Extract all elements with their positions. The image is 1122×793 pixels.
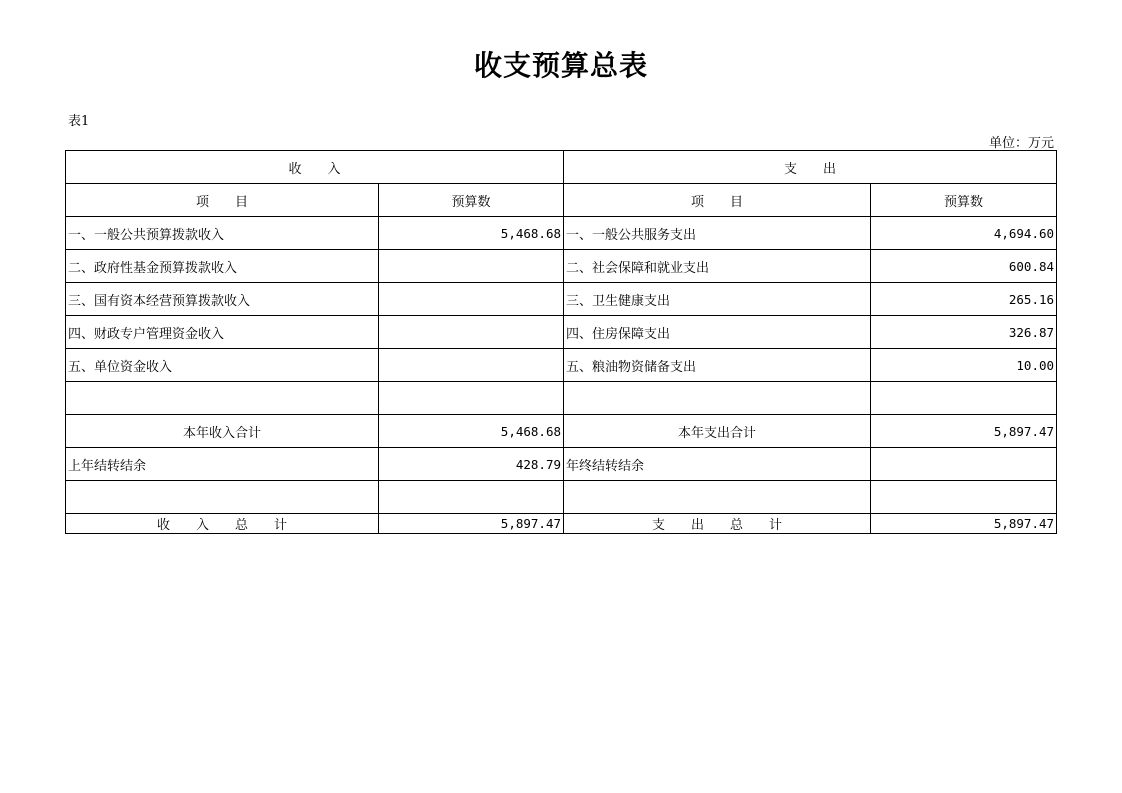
income-value: 5,468.68 xyxy=(379,217,564,250)
expense-value: 600.84 xyxy=(871,250,1057,283)
expense-item: 五、粮油物资储备支出 xyxy=(564,349,871,382)
subtotal-row xyxy=(66,415,1057,448)
income-item xyxy=(66,382,379,415)
expense-total-value: 5,897.47 xyxy=(871,514,1057,534)
total-row xyxy=(66,514,1057,534)
expense-subtotal-label: 本年支出合计 xyxy=(564,415,871,448)
expense-carryover-value xyxy=(871,448,1057,481)
table-header-row xyxy=(66,151,1057,184)
income-subtotal-label: 本年收入合计 xyxy=(66,415,379,448)
expense-subtotal-value: 5,897.47 xyxy=(871,415,1057,448)
income-carryover-value: 428.79 xyxy=(379,448,564,481)
empty-cell xyxy=(66,481,379,514)
income-total-value: 5,897.47 xyxy=(379,514,564,534)
income-value xyxy=(379,250,564,283)
expense-header: 支 出 xyxy=(564,151,1057,184)
unit-label: 单位：万元 xyxy=(988,136,1054,151)
table-row xyxy=(66,283,1057,316)
budget-summary-table xyxy=(65,150,1057,534)
income-item: 一、一般公共预算拨款收入 xyxy=(66,217,379,250)
income-item: 五、单位资金收入 xyxy=(66,349,379,382)
empty-cell xyxy=(871,481,1057,514)
income-budget-header: 预算数 xyxy=(379,184,564,217)
income-header: 收 入 xyxy=(66,151,564,184)
expense-item: 三、卫生健康支出 xyxy=(564,283,871,316)
income-value xyxy=(379,382,564,415)
income-item: 二、政府性基金预算拨款收入 xyxy=(66,250,379,283)
income-item-header: 项 目 xyxy=(66,184,379,217)
expense-value: 326.87 xyxy=(871,316,1057,349)
income-total-label: 收 入 总 计 xyxy=(66,514,379,534)
expense-value: 10.00 xyxy=(871,349,1057,382)
expense-item: 一、一般公共服务支出 xyxy=(564,217,871,250)
table-row xyxy=(66,382,1057,415)
table-number: 表1 xyxy=(68,114,90,129)
expense-value: 265.16 xyxy=(871,283,1057,316)
income-item: 四、财政专户管理资金收入 xyxy=(66,316,379,349)
page-title: 收支预算总表 xyxy=(473,49,648,82)
expense-total-label: 支 出 总 计 xyxy=(564,514,871,534)
expense-item-header: 项 目 xyxy=(564,184,871,217)
income-value xyxy=(379,283,564,316)
expense-value: 4,694.60 xyxy=(871,217,1057,250)
income-carryover-label: 上年结转结余 xyxy=(66,448,379,481)
table-row xyxy=(66,217,1057,250)
empty-cell xyxy=(379,481,564,514)
column-header-row xyxy=(66,184,1057,217)
income-value xyxy=(379,316,564,349)
table-row xyxy=(66,316,1057,349)
expense-budget-header: 预算数 xyxy=(871,184,1057,217)
empty-cell xyxy=(564,481,871,514)
expense-item xyxy=(564,382,871,415)
carryover-row xyxy=(66,448,1057,481)
income-item: 三、国有资本经营预算拨款收入 xyxy=(66,283,379,316)
expense-value xyxy=(871,382,1057,415)
table-row xyxy=(66,250,1057,283)
income-subtotal-value: 5,468.68 xyxy=(379,415,564,448)
table-row xyxy=(66,481,1057,514)
table-row xyxy=(66,349,1057,382)
expense-item: 二、社会保障和就业支出 xyxy=(564,250,871,283)
expense-item: 四、住房保障支出 xyxy=(564,316,871,349)
expense-carryover-label: 年终结转结余 xyxy=(564,448,871,481)
income-value xyxy=(379,349,564,382)
